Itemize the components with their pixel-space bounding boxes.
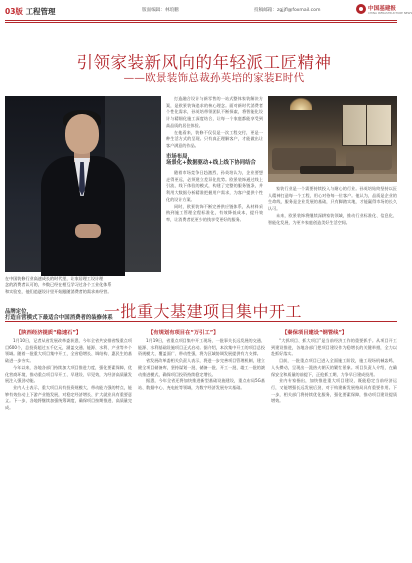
article2-column-1: [5, 338, 132, 558]
paragraph: 据悉，今年全省还将加快推进新型基础设施建设，重点布局5G基站、数据中心、充电桩等领域，为数字经济发展夯实基础。: [138, 378, 265, 390]
article2-subhead-right: 【秦保项目建设“钢管线”】: [282, 330, 348, 336]
article2-column-2: [138, 338, 265, 558]
paragraph: 在他看来，装修不仅仅是一次工程交付，更是一种生活方式的呈现。只有真正理解客户，才能做出让客户满意的作品。: [166, 129, 263, 148]
section-heading: 品牌定位，: [5, 308, 32, 315]
paragraph: “大抓项目、抓大项目”是当前经济工作的重要抓手。从项目开工到建设推进，各地各部门把项目建设作为稳增长的关键举措，全力以赴抓好落实。: [271, 338, 397, 357]
article2-column-3: [271, 338, 397, 558]
paragraph: 1月10日，记者从省发展改革委获悉，今年全省共安排省级重点项目600个，总投资超过五千亿元，涵盖交通、能源、水利、产业等多个领域。随着一批重大项目集中开工，全省稳增长、调结构、惠民生的基础进一步夯实。: [5, 338, 132, 364]
section-heading: 场景化+数据驱动+线上线下协同结合: [166, 160, 256, 167]
article2-subhead-left: 【陕西经济提质“稳速石”】: [16, 330, 82, 336]
section-heading: 打造自营模式下最适合中国消费者的装修体系: [5, 315, 113, 322]
article1-title: 引领家装新风向的年轻派工匠精神: [76, 53, 332, 72]
paragraph: 目前，一批重点项目已进入全面施工阶段，施工现场机械轰鸣、人头攒动，呈现出一派热火朝天的繁忙景象。项目负责人介绍，在确保安全和质量的前提下，正抢抓工期，力争早日建成投用。: [271, 358, 397, 377]
editor-credit: 版面编辑：林琅鹏: [142, 8, 179, 13]
paragraph: 家装行业是一个需要持续投入与耐心的行业。孙英培始终坚持以匠人精神打造每一个工程，用心对待每一位客户。他认为，品质是企业的生命线，服务是企业发展的基础，只有脚踏实地，才能赢得市场的长久认可。: [268, 186, 397, 212]
section-name: 工程管理: [25, 7, 56, 16]
logo-mark-icon: [356, 4, 366, 14]
paragraph: 随着市场竞争日趋激烈，孙英培认为，企业要想走得更远，必须建立差异化优势。欧景装饰通过线上引流、线下体验的模式，构建了完整的服务链条，并利用大数据分析精准把握用户需求，为客户提供个性化的设计方案。: [166, 170, 263, 202]
article2-headline: 一批重大基建项目集中开工: [103, 302, 302, 321]
paragraph: 1月19日，省重点项目集中开工现场，一批事关长远发展的交通、能源、水利基础设施项目正式启动。据介绍，本次集中开工的项目总投资规模大、覆盖面广、带动性强，将为区域协调发展提供有力支撑。: [138, 338, 265, 357]
caption-line: 和实验室，他们追逐设计里开始跟随消费者的需求来经营。: [5, 288, 112, 294]
logo-subtext: CHINA INFRASTRUCTURE NEWS: [368, 11, 412, 15]
page-number: 03版: [5, 7, 23, 16]
header-rule-thin: [5, 22, 397, 23]
article2-subhead-middle: 【有规划有项目在“万引工”】: [148, 330, 219, 336]
paragraph: 省发展改革委相关负责人表示，将进一步完善项目管理机制，建立健全项目储备库，坚持谋划一批、储备一批、开工一批、竣工一批的滚动推进模式，确保项目投资持续稳定增长。: [138, 358, 265, 377]
caption-line: 在中国装修行业高速成长的时代里，让家居理工设计理: [5, 276, 104, 281]
article1-subtitle: ——欧景装饰总裁孙英培的家装E时代: [123, 72, 305, 84]
paragraph: 打造融合设计与新零售的一站式整体家装解决方案，是欧景装饰追求的核心理念。面对新时代消费者个性化需求，孙英培带领团队不断探索，将智能化设计与精细化施工深度结合，让每一个家庭都能享受到高品质的居住体验。: [166, 96, 263, 128]
article1-middle-column: [166, 96, 263, 314]
paragraph: 业内专家指出，加快推进重大项目建设，既能稳定当前经济运行，又能增强长远发展后劲，对于构建新发展格局具有重要作用。下一步，相关部门将持续优化服务，强化要素保障，推动项目建设提质增效。: [271, 378, 397, 404]
headline-rule: [5, 321, 397, 322]
article1-right-column: [268, 186, 397, 314]
paragraph: 未来，欧景装饰将继续深耕家装领域，推动行业标准化、信息化、智能化发展，为更多家庭创造美好生活空间。: [268, 212, 397, 225]
paragraph: 业内人士表示，重大项目具有投资规模大、带动能力强的特点，能够有效拉动上下游产业链发展，对稳定经济增长、扩大就业具有重要意义。下一步，各地将继续加强统筹调度，确保项目按期推进、高质量完成。: [5, 384, 132, 411]
paragraph: 同时，欧景装饰不断完善供应链体系，从材料采购到施工管理全程标准化，有效降低成本，提升效率，让消费者花更少的钱享受更好的服务。: [166, 203, 263, 222]
paragraph: 今年以来，各地各部门持续加大项目推进力度，强化要素保障，优化营商环境，推动重点项目早开工、早建设、早见效，为经济高质量发展注入强劲动能。: [5, 364, 132, 384]
newspaper-logo: [356, 3, 412, 17]
submission-email: 投稿邮箱：zgjjfl@foxmail.com: [254, 8, 321, 13]
portrait-photo: [5, 96, 161, 272]
page-header: [0, 0, 412, 22]
logo-text: 中国基建报: [368, 6, 396, 12]
interior-photo: [268, 96, 397, 182]
header-rule: [5, 20, 397, 21]
section-label: [5, 6, 56, 17]
caption-line: 念的消费者认可的，多数已经在相互学习过各个工业化体系: [5, 282, 112, 288]
section-heading: 市场布局，: [166, 153, 193, 160]
